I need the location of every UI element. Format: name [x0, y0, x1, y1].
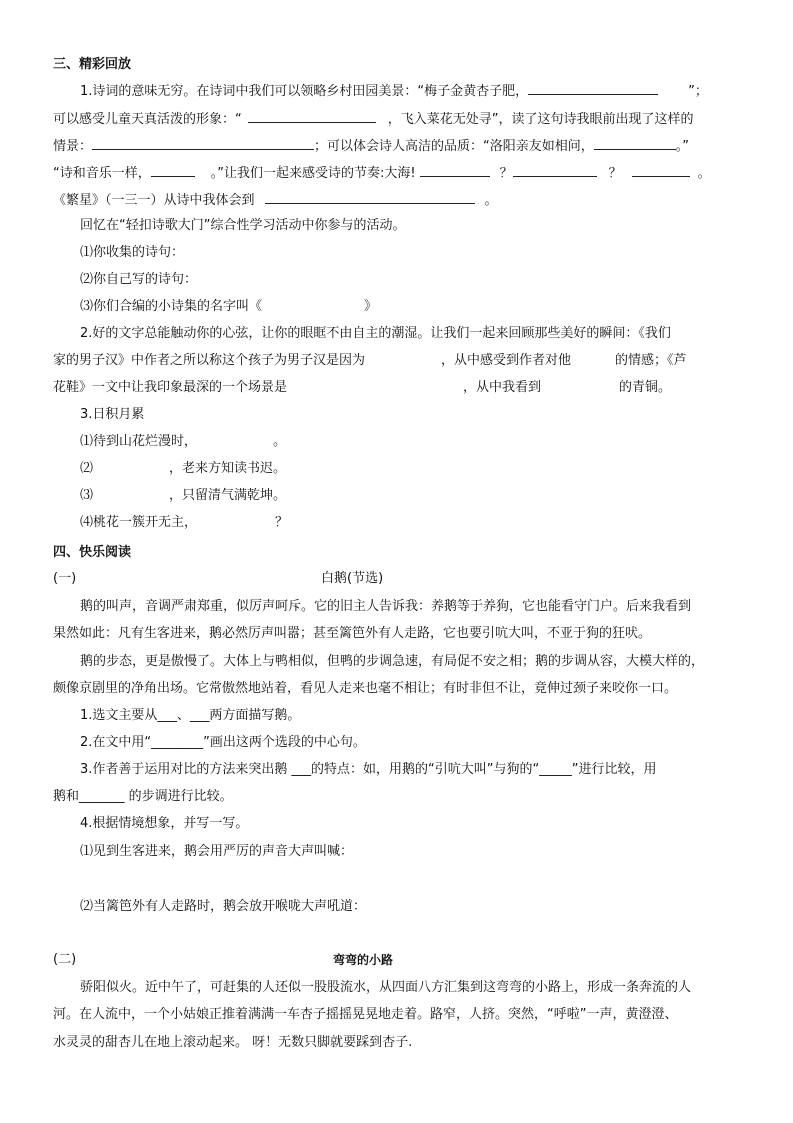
- question: ⑴见到生客进来，鹅会用严厉的声音大声叫喊：: [80, 844, 354, 859]
- section-heading: 四、快乐阅读: [53, 545, 132, 560]
- text-line: ⑷桃花一簇开无主， ？: [80, 515, 289, 530]
- text-line: ⑴待到山花烂漫时， 。: [80, 434, 287, 449]
- passage-text: 水灵灵的甜杏儿在地上滚动起来。 呀！无数只脚就要踩到杏子.: [53, 1035, 413, 1050]
- answer-blank[interactable]: [528, 81, 658, 95]
- section-heading: 三、精彩回放: [53, 57, 132, 72]
- text-line: 可以感受儿童天真活泼的形象：“ ，飞入菜花无处寻”，读了这句诗我眼前出现了这样的: [53, 109, 694, 129]
- answer-blank[interactable]: [92, 136, 314, 150]
- answer-blank[interactable]: [513, 163, 597, 177]
- question: 3.作者善于运用对比的方法来突出鹅 ___的特点：如，用鹅的“引吭大叫”与狗的“_____”进行比较，用: [80, 762, 657, 777]
- answer-blank[interactable]: [632, 163, 690, 177]
- passage-text: 果然如此：凡有生客进来，鹅必然厉声叫嚣；甚至篱笆外有人走路，它也要引吭大叫，不亚于狗的狂吠。: [53, 626, 652, 641]
- passage-text: 鹅的步态，更是傲慢了。大体上与鸭相似，但鸭的步调急速，有局促不安之相；鹅的步调从容，大模大样的，: [80, 654, 705, 669]
- text-line: 家的男子汉》中作者之所以称这个孩子为男子汉是因为 ，从中感受到作者对他 的情感；《芦: [53, 353, 687, 368]
- answer-blank[interactable]: [151, 163, 195, 177]
- answer-blank[interactable]: [594, 136, 676, 150]
- text-line: 《繁星》（一三一）从诗中我体会到 。: [53, 190, 498, 210]
- text-line: ⑶ ，只留清气满乾坤。: [80, 488, 287, 503]
- text-line: ⑵ ，老来方知读书迟。: [80, 461, 287, 476]
- answer-blank[interactable]: [420, 163, 490, 177]
- passage-number: (二): [53, 952, 77, 967]
- text-line: 情景： ；可以体会诗人高洁的品质：“洛阳亲友如相问， 。”: [53, 136, 689, 156]
- passage-number: (一): [53, 571, 77, 586]
- question: 4.根据情境想象，并写一写。: [80, 816, 249, 831]
- answer-blank[interactable]: [265, 190, 475, 204]
- text-line: 花鞋》一文中让我印象最深的一个场景是 ，从中我看到 的青铜。: [53, 380, 672, 395]
- text-line: ⑵你自己写的诗句：: [80, 272, 198, 287]
- text-line: “诗和音乐一样， 。”让我们一起来感受诗的节奏:大海! ？ ？ 。: [53, 163, 711, 183]
- question: 1.选文主要从___、___两方面描写鹅。: [80, 708, 301, 723]
- passage-text: 鹅的叫声，音调严肃郑重，似厉声呵斥。它的旧主人告诉我：养鹅等于养狗，它也能看守门户。后来我看到: [80, 599, 692, 614]
- passage-title: 弯弯的小路: [333, 953, 394, 967]
- passage-text: 河。在人流中，一个小姑娘正推着满满一车杏子摇摇晃晃地走着。路窄，人挤。突然，“呼啦”一声，黄澄澄、: [53, 1007, 678, 1022]
- answer-blank[interactable]: [248, 109, 376, 123]
- text-line: 2.好的文字总能触动你的心弦，让你的眼眶不由自主的潮湿。让我们一起来回顾那些美好的瞬间：《我们: [80, 326, 671, 341]
- question: ⑵当篱笆外有人走路时，鹅会放开喉咙大声吼道：: [80, 899, 367, 914]
- question: 鹅和_______ 的步调进行比较。: [53, 789, 233, 804]
- passage-title: 白鹅(节选): [321, 571, 384, 586]
- passage-text: 骄阳似火。近中午了，可赶集的人还似一股股流水，从四面八方汇集到这弯弯的小路上，形成一条奔流的人: [80, 980, 692, 995]
- text-line: ⑶你们合编的小诗集的名字叫《 》: [80, 299, 378, 314]
- question: 2.在文中用“________”画出这两个选段的中心句。: [80, 735, 366, 750]
- text-line: 回忆在“轻扣诗歌大门”综合性学习活动中你参与的活动。: [80, 218, 406, 233]
- text-line: 1.诗词的意味无穷。在诗词中我们可以领略乡村田园美景：“梅子金黄杏子肥， ”；: [80, 81, 708, 101]
- passage-text: 颇像京剧里的净角出场。它常傲然地站着，看见人走来也毫不相让；有时非但不让，竟伸过颈子来咬你一口。: [53, 681, 678, 696]
- text-line: ⑴你收集的诗句：: [80, 245, 185, 260]
- text-line: 3.日积月累: [80, 407, 145, 422]
